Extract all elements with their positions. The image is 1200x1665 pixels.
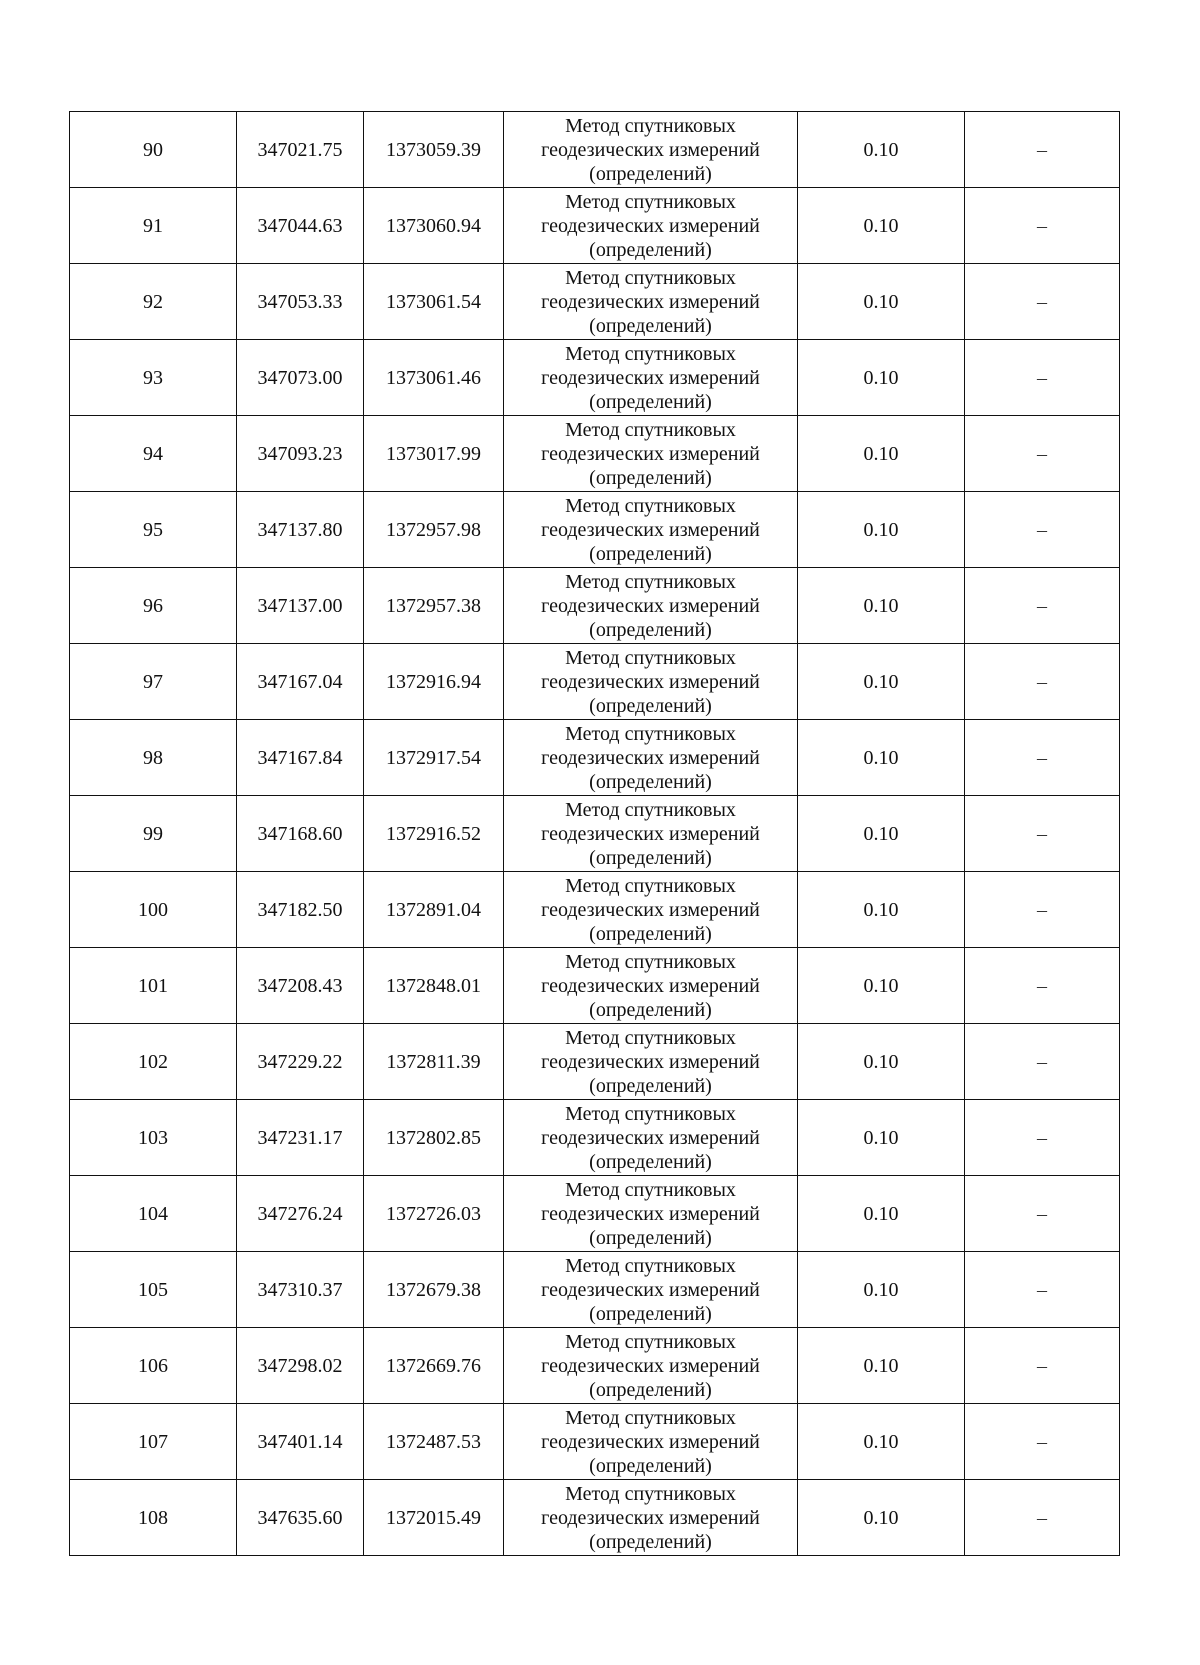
accuracy-cell: 0.10	[798, 644, 965, 720]
note-cell: –	[965, 188, 1120, 264]
y-coordinate-cell: 1372802.85	[364, 1100, 504, 1176]
note-cell: –	[965, 1024, 1120, 1100]
accuracy-cell: 0.10	[798, 112, 965, 188]
y-coordinate-cell: 1372891.04	[364, 872, 504, 948]
table-row	[70, 796, 1120, 872]
method-cell: Метод спутниковых геодезических измерений (определений)	[504, 112, 798, 188]
table-row	[70, 1100, 1120, 1176]
note-cell: –	[965, 264, 1120, 340]
x-coordinate-cell: 347310.37	[237, 1252, 364, 1328]
method-cell: Метод спутниковых геодезических измерений (определений)	[504, 264, 798, 340]
y-coordinate-cell: 1372916.52	[364, 796, 504, 872]
y-coordinate-cell: 1372957.98	[364, 492, 504, 568]
y-coordinate-cell: 1373061.46	[364, 340, 504, 416]
table-row	[70, 492, 1120, 568]
note-cell: –	[965, 1176, 1120, 1252]
x-coordinate-cell: 347073.00	[237, 340, 364, 416]
note-cell: –	[965, 416, 1120, 492]
x-coordinate-cell: 347167.84	[237, 720, 364, 796]
table-row	[70, 948, 1120, 1024]
method-cell: Метод спутниковых геодезических измерений (определений)	[504, 1100, 798, 1176]
method-cell: Метод спутниковых геодезических измерений (определений)	[504, 1024, 798, 1100]
point-number-cell: 99	[70, 796, 237, 872]
point-number-cell: 91	[70, 188, 237, 264]
accuracy-cell: 0.10	[798, 492, 965, 568]
table-body	[70, 112, 1120, 1556]
x-coordinate-cell: 347229.22	[237, 1024, 364, 1100]
accuracy-cell: 0.10	[798, 568, 965, 644]
y-coordinate-cell: 1372669.76	[364, 1328, 504, 1404]
note-cell: –	[965, 720, 1120, 796]
x-coordinate-cell: 347093.23	[237, 416, 364, 492]
method-cell: Метод спутниковых геодезических измерений (определений)	[504, 1404, 798, 1480]
y-coordinate-cell: 1372848.01	[364, 948, 504, 1024]
note-cell: –	[965, 1328, 1120, 1404]
method-cell: Метод спутниковых геодезических измерений (определений)	[504, 644, 798, 720]
note-cell: –	[965, 872, 1120, 948]
table-row	[70, 340, 1120, 416]
note-cell: –	[965, 1252, 1120, 1328]
y-coordinate-cell: 1372957.38	[364, 568, 504, 644]
point-number-cell: 101	[70, 948, 237, 1024]
note-cell: –	[965, 644, 1120, 720]
point-number-cell: 102	[70, 1024, 237, 1100]
y-coordinate-cell: 1372917.54	[364, 720, 504, 796]
accuracy-cell: 0.10	[798, 796, 965, 872]
note-cell: –	[965, 1480, 1120, 1556]
point-number-cell: 92	[70, 264, 237, 340]
method-cell: Метод спутниковых геодезических измерений (определений)	[504, 568, 798, 644]
table-row	[70, 1328, 1120, 1404]
y-coordinate-cell: 1372811.39	[364, 1024, 504, 1100]
accuracy-cell: 0.10	[798, 872, 965, 948]
accuracy-cell: 0.10	[798, 1176, 965, 1252]
x-coordinate-cell: 347298.02	[237, 1328, 364, 1404]
y-coordinate-cell: 1372015.49	[364, 1480, 504, 1556]
table-row	[70, 1176, 1120, 1252]
accuracy-cell: 0.10	[798, 1480, 965, 1556]
y-coordinate-cell: 1373061.54	[364, 264, 504, 340]
method-cell: Метод спутниковых геодезических измерений (определений)	[504, 948, 798, 1024]
x-coordinate-cell: 347635.60	[237, 1480, 364, 1556]
table-row	[70, 188, 1120, 264]
point-number-cell: 103	[70, 1100, 237, 1176]
point-number-cell: 107	[70, 1404, 237, 1480]
note-cell: –	[965, 568, 1120, 644]
x-coordinate-cell: 347401.14	[237, 1404, 364, 1480]
accuracy-cell: 0.10	[798, 1100, 965, 1176]
point-number-cell: 95	[70, 492, 237, 568]
y-coordinate-cell: 1373060.94	[364, 188, 504, 264]
point-number-cell: 97	[70, 644, 237, 720]
note-cell: –	[965, 1100, 1120, 1176]
y-coordinate-cell: 1373059.39	[364, 112, 504, 188]
note-cell: –	[965, 492, 1120, 568]
accuracy-cell: 0.10	[798, 188, 965, 264]
accuracy-cell: 0.10	[798, 948, 965, 1024]
x-coordinate-cell: 347182.50	[237, 872, 364, 948]
method-cell: Метод спутниковых геодезических измерений (определений)	[504, 720, 798, 796]
point-number-cell: 108	[70, 1480, 237, 1556]
point-number-cell: 104	[70, 1176, 237, 1252]
x-coordinate-cell: 347208.43	[237, 948, 364, 1024]
x-coordinate-cell: 347231.17	[237, 1100, 364, 1176]
y-coordinate-cell: 1373017.99	[364, 416, 504, 492]
x-coordinate-cell: 347044.63	[237, 188, 364, 264]
accuracy-cell: 0.10	[798, 340, 965, 416]
x-coordinate-cell: 347276.24	[237, 1176, 364, 1252]
coordinates-table	[69, 111, 1120, 1556]
method-cell: Метод спутниковых геодезических измерений (определений)	[504, 340, 798, 416]
x-coordinate-cell: 347167.04	[237, 644, 364, 720]
note-cell: –	[965, 796, 1120, 872]
method-cell: Метод спутниковых геодезических измерений (определений)	[504, 492, 798, 568]
x-coordinate-cell: 347053.33	[237, 264, 364, 340]
y-coordinate-cell: 1372726.03	[364, 1176, 504, 1252]
table-row	[70, 720, 1120, 796]
table-row	[70, 872, 1120, 948]
table-row	[70, 416, 1120, 492]
y-coordinate-cell: 1372916.94	[364, 644, 504, 720]
x-coordinate-cell: 347021.75	[237, 112, 364, 188]
table-row	[70, 1480, 1120, 1556]
method-cell: Метод спутниковых геодезических измерений (определений)	[504, 1176, 798, 1252]
point-number-cell: 106	[70, 1328, 237, 1404]
x-coordinate-cell: 347137.00	[237, 568, 364, 644]
table-row	[70, 644, 1120, 720]
point-number-cell: 105	[70, 1252, 237, 1328]
y-coordinate-cell: 1372679.38	[364, 1252, 504, 1328]
method-cell: Метод спутниковых геодезических измерений (определений)	[504, 1480, 798, 1556]
method-cell: Метод спутниковых геодезических измерений (определений)	[504, 416, 798, 492]
accuracy-cell: 0.10	[798, 1252, 965, 1328]
accuracy-cell: 0.10	[798, 264, 965, 340]
method-cell: Метод спутниковых геодезических измерений (определений)	[504, 796, 798, 872]
point-number-cell: 100	[70, 872, 237, 948]
method-cell: Метод спутниковых геодезических измерений (определений)	[504, 1252, 798, 1328]
table-row	[70, 112, 1120, 188]
point-number-cell: 93	[70, 340, 237, 416]
note-cell: –	[965, 948, 1120, 1024]
accuracy-cell: 0.10	[798, 1404, 965, 1480]
table-row	[70, 1024, 1120, 1100]
point-number-cell: 94	[70, 416, 237, 492]
accuracy-cell: 0.10	[798, 1024, 965, 1100]
table-row	[70, 1404, 1120, 1480]
note-cell: –	[965, 112, 1120, 188]
method-cell: Метод спутниковых геодезических измерений (определений)	[504, 872, 798, 948]
table-row	[70, 264, 1120, 340]
method-cell: Метод спутниковых геодезических измерений (определений)	[504, 188, 798, 264]
table-row	[70, 568, 1120, 644]
point-number-cell: 96	[70, 568, 237, 644]
point-number-cell: 98	[70, 720, 237, 796]
point-number-cell: 90	[70, 112, 237, 188]
note-cell: –	[965, 1404, 1120, 1480]
table-row	[70, 1252, 1120, 1328]
x-coordinate-cell: 347168.60	[237, 796, 364, 872]
note-cell: –	[965, 340, 1120, 416]
x-coordinate-cell: 347137.80	[237, 492, 364, 568]
accuracy-cell: 0.10	[798, 1328, 965, 1404]
method-cell: Метод спутниковых геодезических измерений (определений)	[504, 1328, 798, 1404]
accuracy-cell: 0.10	[798, 416, 965, 492]
accuracy-cell: 0.10	[798, 720, 965, 796]
y-coordinate-cell: 1372487.53	[364, 1404, 504, 1480]
